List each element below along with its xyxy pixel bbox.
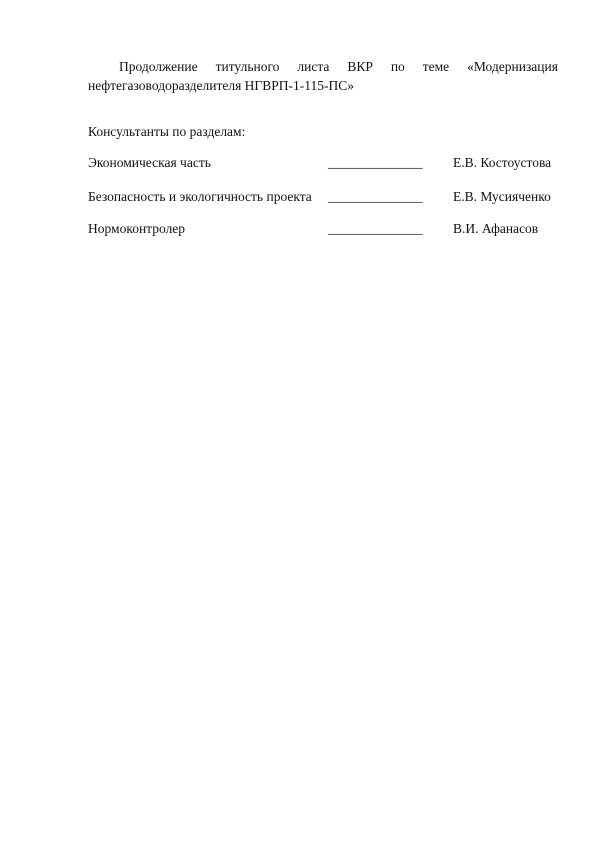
title-word: «Модернизация [467, 59, 558, 74]
consultants-heading: Консультанты по разделам: [88, 124, 246, 139]
consultant-row [88, 219, 558, 238]
consultant-section: Безопасность и экологичность проекта [88, 189, 312, 204]
consultant-name: Е.В. Костоустова [453, 155, 552, 170]
title-continuation [88, 57, 558, 95]
title-line-2: нефтегазоводоразделителя НГВРП-1-115-ПС» [88, 78, 354, 93]
title-word: титульного [215, 59, 280, 74]
title-line-1 [88, 57, 558, 76]
title-word: Продолжение [119, 59, 198, 74]
consultant-name: Е.В. Мусияченко [453, 189, 551, 204]
title-word: теме [422, 59, 450, 74]
consultant-row [88, 187, 558, 206]
consultant-section: Экономическая часть [88, 155, 211, 170]
title-word: листа [297, 59, 330, 74]
consultant-row [88, 153, 558, 172]
title-word: ВКР [347, 59, 373, 74]
consultant-section: Нормоконтролер [88, 221, 186, 236]
signature-line: ______________ [328, 221, 423, 236]
signature-line: ______________ [328, 155, 423, 170]
signature-line: ______________ [328, 189, 423, 204]
title-word: по [390, 59, 405, 74]
consultant-name: В.И. Афанасов [453, 221, 539, 236]
